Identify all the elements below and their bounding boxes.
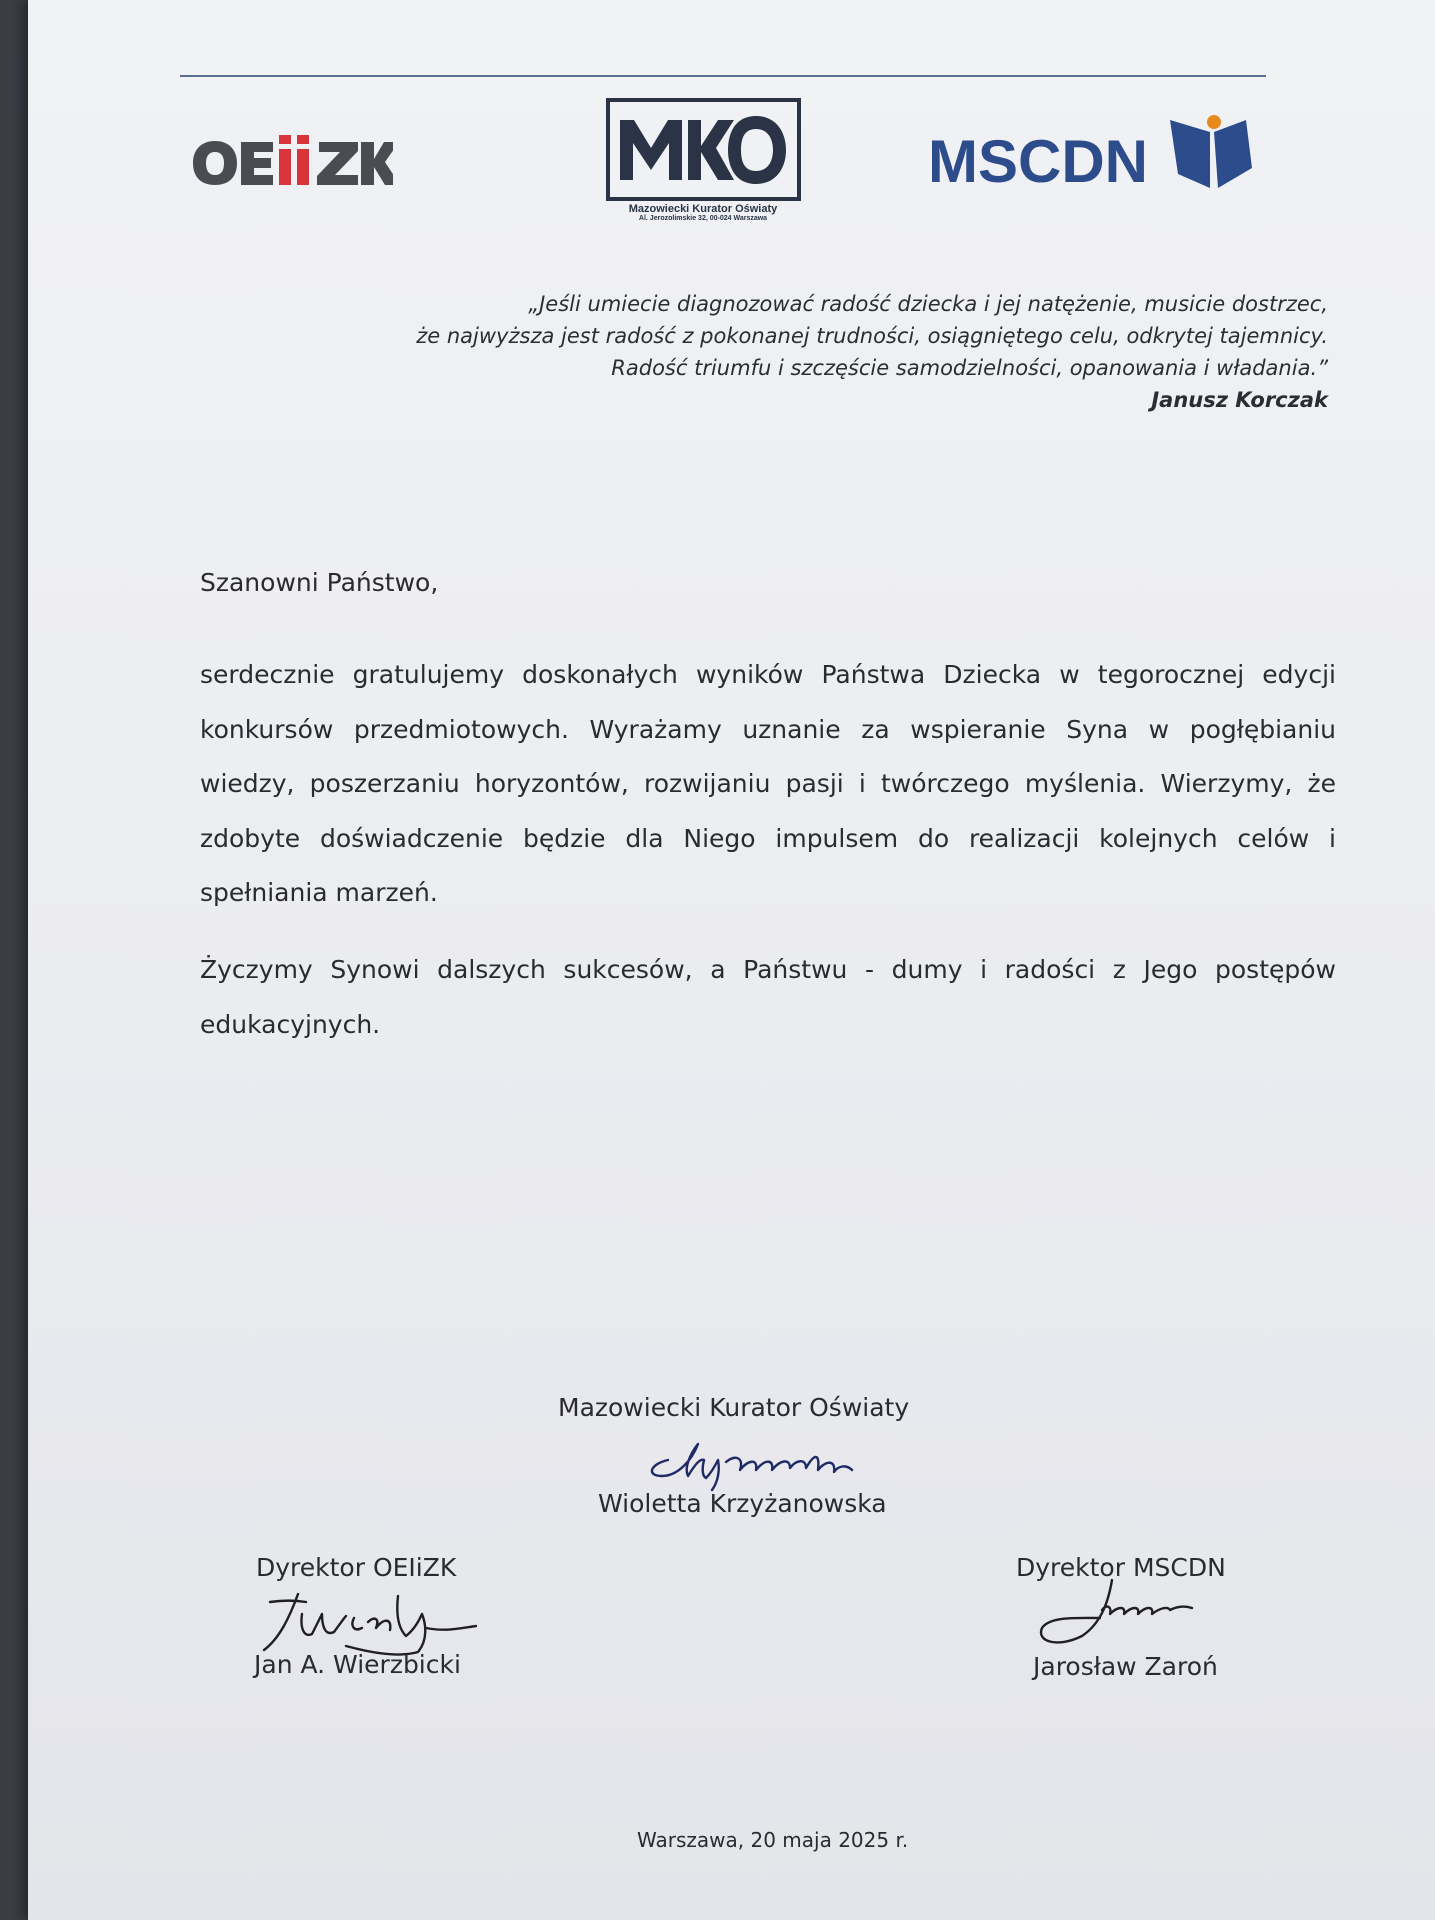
signatory-center-title: Mazowiecki Kurator Oświaty	[558, 1393, 910, 1422]
signatory-center-name: Wioletta Krzyżanowska	[598, 1489, 887, 1518]
signatory-left-name: Jan A. Wierzbicki	[254, 1650, 461, 1679]
mko-caption	[596, 203, 810, 222]
header-rule	[180, 75, 1266, 77]
oeiizk-logo	[193, 135, 393, 199]
mko-caption-title: Mazowiecki Kurator Oświaty	[628, 203, 778, 215]
paragraph-2-text: Życzymy Synowi dalszych sukcesów, a Państwu - dumy i radości z Jego postępów edukacyjnych.	[200, 955, 1336, 1039]
quote-line-1: „Jeśli umiecie diagnozować radość dziecka i jej natężenie, musicie dostrzec,	[528, 292, 1328, 316]
letter-page	[28, 0, 1435, 1920]
signatory-left-title: Dyrektor OEIiZK	[256, 1553, 457, 1582]
date-place: Warszawa, 20 maja 2025 r.	[637, 1828, 909, 1852]
mko-logo	[606, 98, 801, 205]
signatory-right-title: Dyrektor MSCDN	[1016, 1553, 1226, 1582]
signatory-right-name: Jarosław Zaroń	[1033, 1652, 1218, 1681]
quote-author: Janusz Korczak	[1151, 388, 1328, 412]
quote-line-2: że najwyższa jest radość z pokonanej trudności, osiągniętego celu, odkrytej tajemnicy.	[416, 324, 1328, 348]
paragraph-congratulations	[200, 648, 1336, 921]
greeting: Szanowni Państwo,	[200, 568, 439, 597]
paragraph-1-text: serdecznie gratulujemy doskonałych wyników Państwa Dziecka w tegorocznej edycji konkursów przedmiotowych. Wyrażamy uznanie za wspieranie Syna w pogłębianiu wiedzy, poszerzaniu horyzontów, rozwijaniu pasji i twórczego myślenia. Wierzymy, że zdobyte doświadczenie będzie dla Niego impulsem do realizacji kolejnych celów i spełniania marzeń.	[200, 660, 1336, 907]
svg-text:MSCDN: MSCDN	[928, 128, 1148, 192]
quote-line-3: Radość triumfu i szczęście samodzielności, opanowania i władania.”	[611, 356, 1328, 380]
signature-krzyzanowska	[640, 1424, 865, 1494]
signature-zaron	[1028, 1574, 1228, 1664]
mko-caption-address: Al. Jerozolimskie 32, 00-024 Warszawa	[638, 215, 768, 222]
mscdn-logo	[928, 112, 1288, 196]
korczak-quote	[258, 288, 1328, 416]
paragraph-wishes	[200, 942, 1336, 1052]
